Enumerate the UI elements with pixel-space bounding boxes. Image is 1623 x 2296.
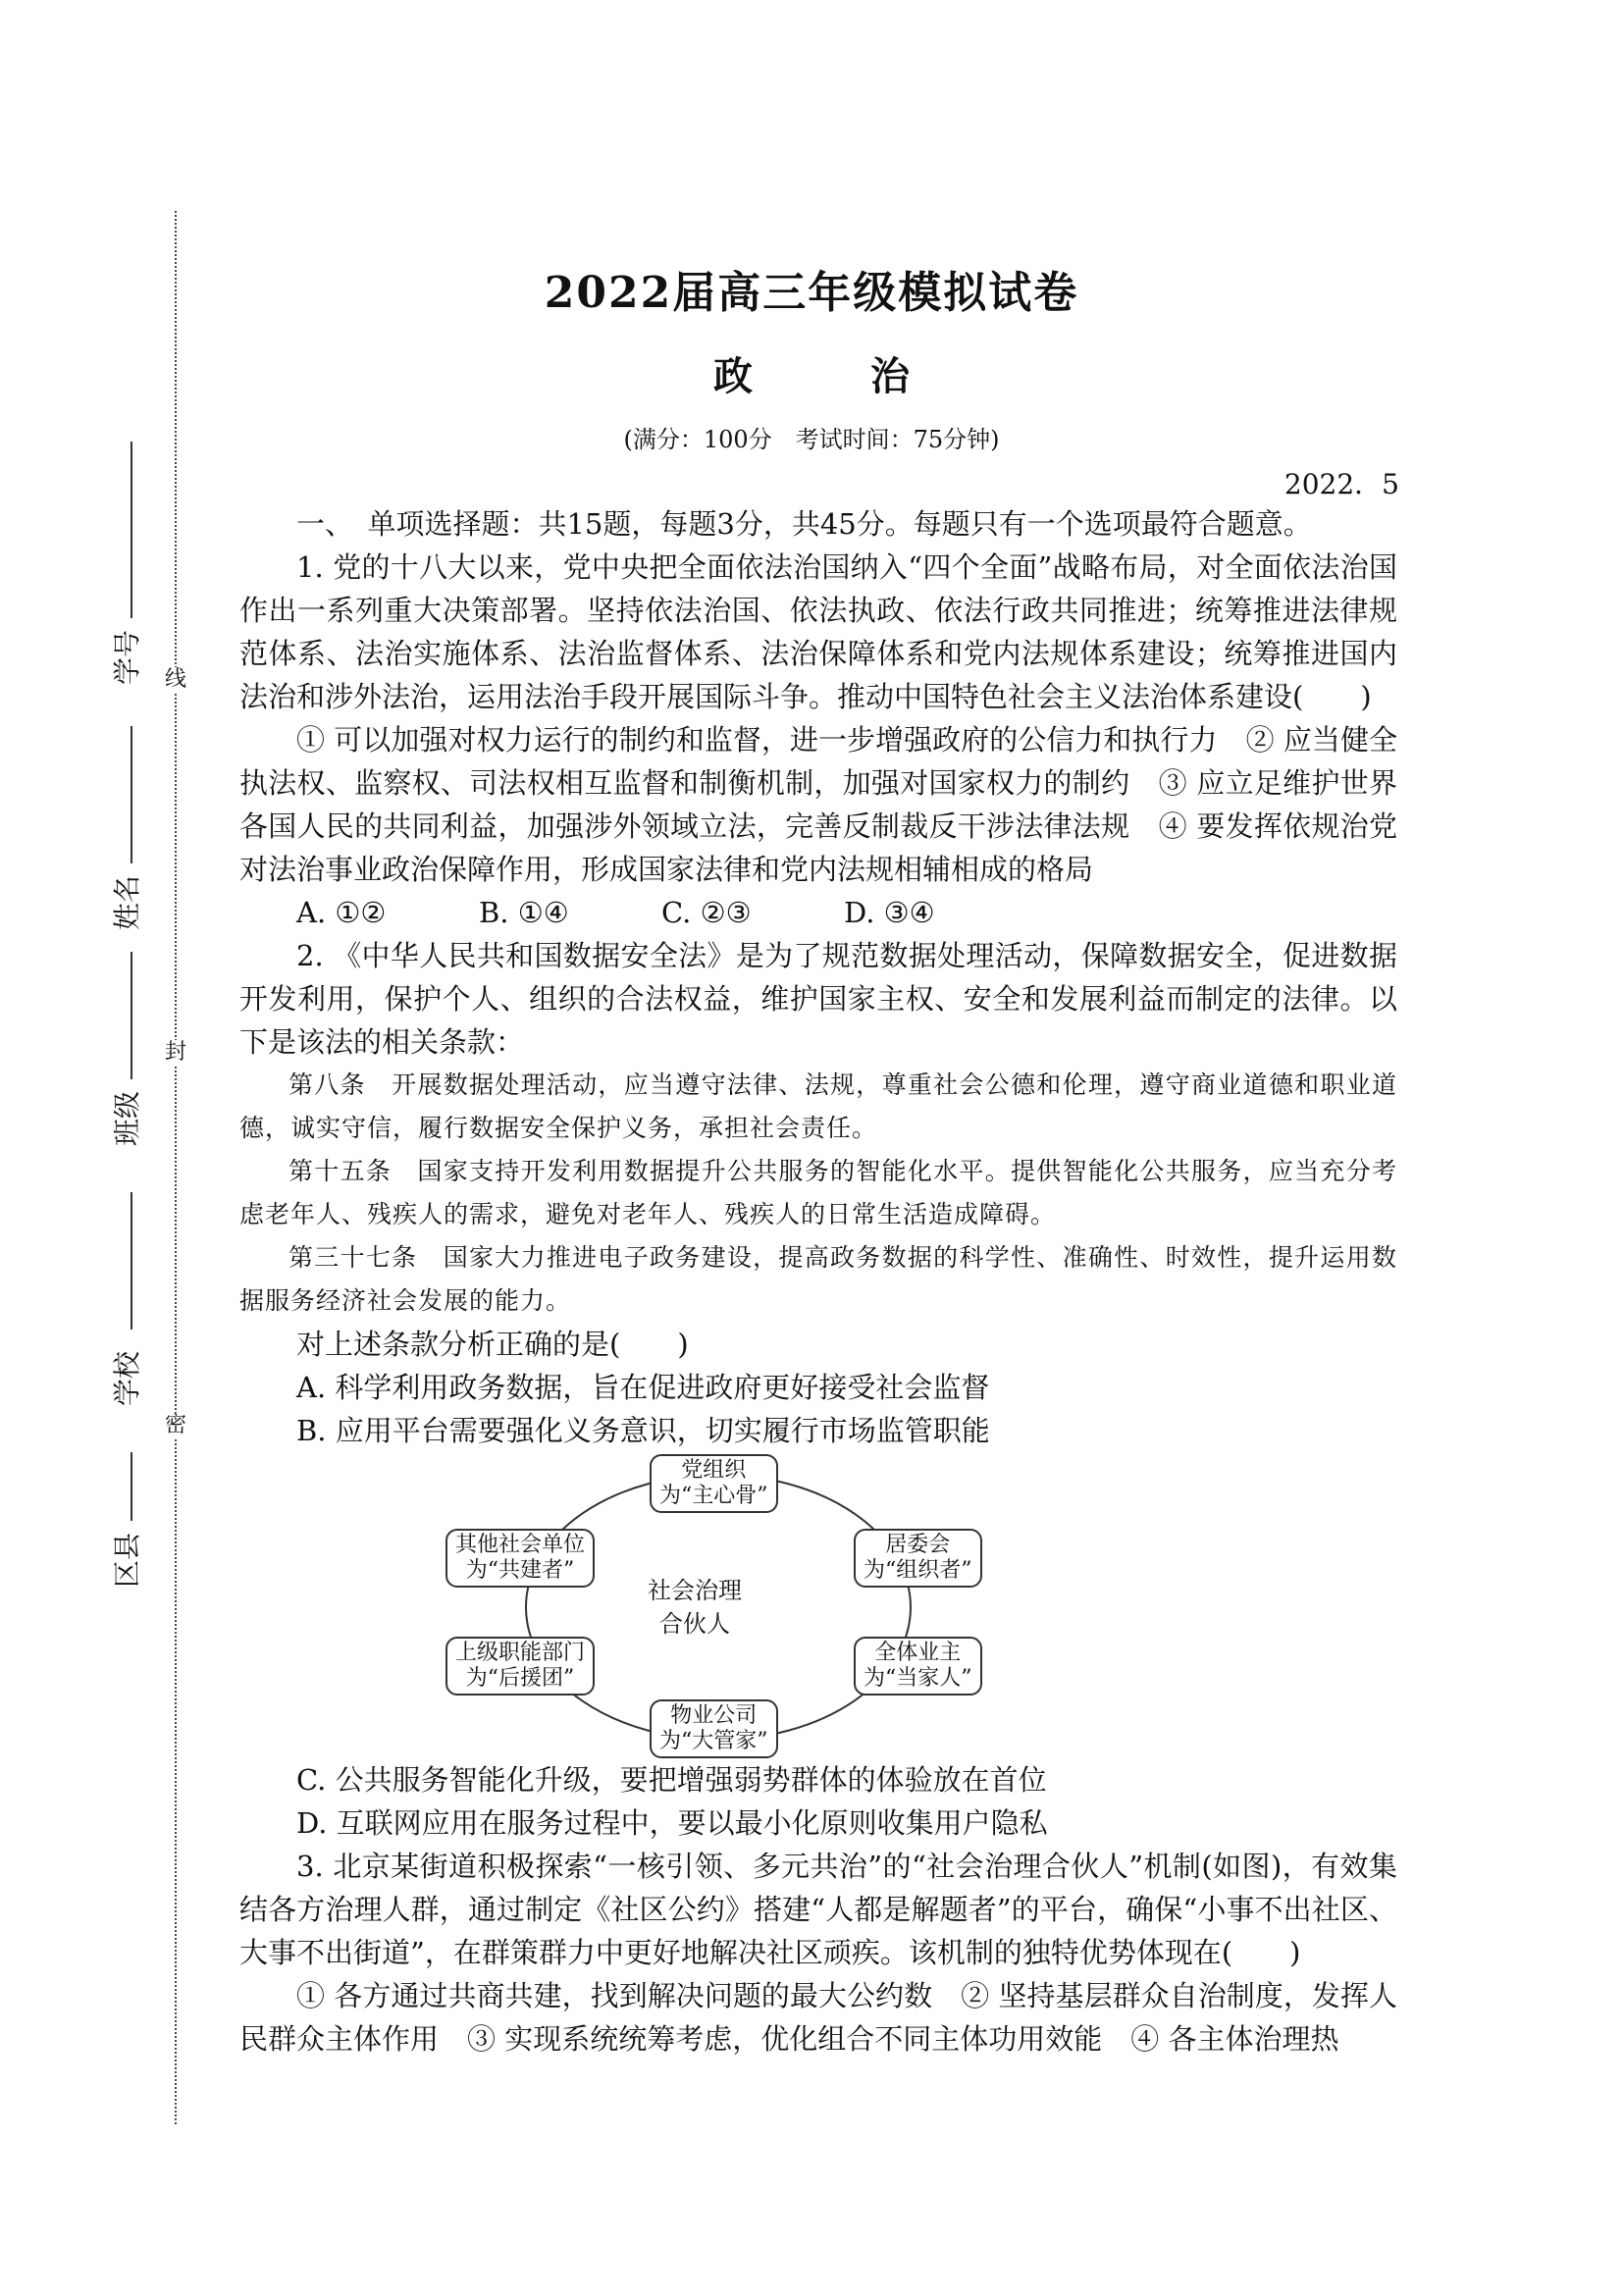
exam-date: 2022．5 [1283, 468, 1399, 500]
exam-content [239, 502, 1397, 2061]
exam-subject: 政 治 [713, 353, 949, 399]
binding-mark-mi: 密 [164, 1413, 186, 1437]
q2-law-article-15: 第十五条 国家支持开发利用数据提升公共服务的智能化水平。提供智能化公共服务，应当充分考虑老年人、残疾人的需求，避免对老年人、残疾人的日常生活造成障碍。 [239, 1157, 1397, 1228]
binding-mark-xian: 线 [164, 667, 186, 692]
q1-choice-c[interactable]: C. ②③ [661, 896, 752, 929]
q3-stem: 3. 北京某街道积极探索“一核引领、多元共治”的“社会治理合伙人”机制(如图)，有效集结各方治理人群，通过制定《社区公约》搭建“人都是解题者”的平台，确保“小事不出社区、大事不出街道”，在群策群力中更好地解决社区顽疾。该机制的独特优势体现在( ) [239, 1850, 1397, 1969]
field-line-school[interactable] [131, 1192, 132, 1330]
diagram-node-party: 党组织 为“主心骨” [650, 1454, 778, 1513]
field-label-class: 班级 [111, 1090, 144, 1147]
q1-choices [239, 891, 1397, 934]
binding-dotted-line [175, 211, 177, 2124]
diagram-node-superior-departments: 上级职能部门 为“后援团” [445, 1637, 595, 1696]
field-line-student-id[interactable] [131, 442, 132, 618]
q2-option-b[interactable]: B. 应用平台需要强化义务意识，切实履行市场监管职能 [296, 1414, 990, 1447]
diagram-node-owners: 全体业主 为“当家人” [854, 1637, 982, 1696]
q1-options: ① 可以加强对权力运行的制约和监督，进一步增强政府的公信力和执行力 ② 应当健全执法权、监察权、司法权相互监督和制衡机制，加强对国家权力的制约 ③ 应立足维护世界各国人民的共同利益，加强涉外领域立法，完善反制裁反干涉法律法规 ④ 要发挥依规治党对法治事业政治保障作用，形成国家法律和党内法规相辅相成的格局 [239, 723, 1397, 886]
q2-option-d[interactable]: D. 互联网应用在服务过程中，要以最小化原则收集用户隐私 [296, 1806, 1048, 1840]
diagram-node-other-units: 其他社会单位 为“共建者” [445, 1529, 595, 1588]
q3-options: ① 各方通过共商共建，找到解决问题的最大公约数 ② 坚持基层群众自治制度，发挥人民群众主体作用 ③ 实现系统统筹考虑，优化组合不同主体功用效能 ④ 各主体治理热 [239, 1979, 1397, 2056]
field-line-class[interactable] [131, 952, 132, 1079]
q1-choice-b[interactable]: B. ①④ [479, 896, 569, 929]
q2-option-c[interactable]: C. 公共服务智能化升级，要把增强弱势群体的体验放在首位 [296, 1763, 1047, 1797]
diagram-ring [239, 1452, 1397, 1758]
binding-mark-feng: 封 [164, 1040, 186, 1065]
q2-stem: 2. 《中华人民共和国数据安全法》是为了规范数据处理活动，保障数据安全，促进数据开发利用，保护个人、组织的合法权益，维护国家主权、安全和发展利益而制定的法律。以下是该法的相关条款： [239, 939, 1397, 1059]
section-heading: 一、 单项选择题：共15题，每题3分，共45分。每题只有一个选项最符合题意。 [296, 507, 1312, 541]
governance-partner-diagram [239, 1452, 1397, 1758]
q2-law-article-8: 第八条 开展数据处理活动，应当遵守法律、法规，尊重社会公德和伦理，遵守商业道德和职业道德，诚实守信，履行数据安全保护义务，承担社会责任。 [239, 1070, 1397, 1142]
diagram-node-residents-committee: 居委会 为“组织者” [854, 1529, 982, 1588]
field-label-name: 姓名 [111, 874, 144, 931]
q1-choice-d[interactable]: D. ③④ [844, 896, 935, 929]
diagram-center-label: 社会治理 合伙人 [648, 1577, 742, 1638]
q2-option-a[interactable]: A. 科学利用政务数据，旨在促进政府更好接受社会监督 [296, 1371, 990, 1404]
exam-meta: (满分：100分 考试时间：75分钟) [623, 426, 1000, 453]
q2-question: 对上述条款分析正确的是( ) [296, 1328, 689, 1361]
field-label-district: 区县 [111, 1532, 144, 1589]
q2-law-article-37: 第三十七条 国家大力推进电子政务建设，提高政务数据的科学性、准确性、时效性，提升运用数据服务经济社会发展的能力。 [239, 1243, 1397, 1315]
field-label-school: 学校 [111, 1350, 144, 1407]
q1-choice-a[interactable]: A. ①② [296, 896, 387, 929]
diagram-node-property-company: 物业公司 为“大管家” [650, 1699, 778, 1758]
exam-title: 2022届高三年级模拟试卷 [544, 268, 1079, 318]
field-label-student-id: 学号 [111, 629, 144, 686]
field-line-district[interactable] [131, 1452, 132, 1521]
field-line-name[interactable] [131, 726, 132, 863]
q1-stem: 1. 党的十八大以来，党中央把全面依法治国纳入“四个全面”战略布局，对全面依法治国作出一系列重大决策部署。坚持依法治国、依法执政、依法行政共同推进；统筹推进法律规范体系、法治实施体系、法治监督体系、法治保障体系和党内法规体系建设；统筹推进国内法治和涉外法治，运用法治手段开展国际斗争。推动中国特色社会主义法治体系建设( ) [239, 550, 1397, 713]
